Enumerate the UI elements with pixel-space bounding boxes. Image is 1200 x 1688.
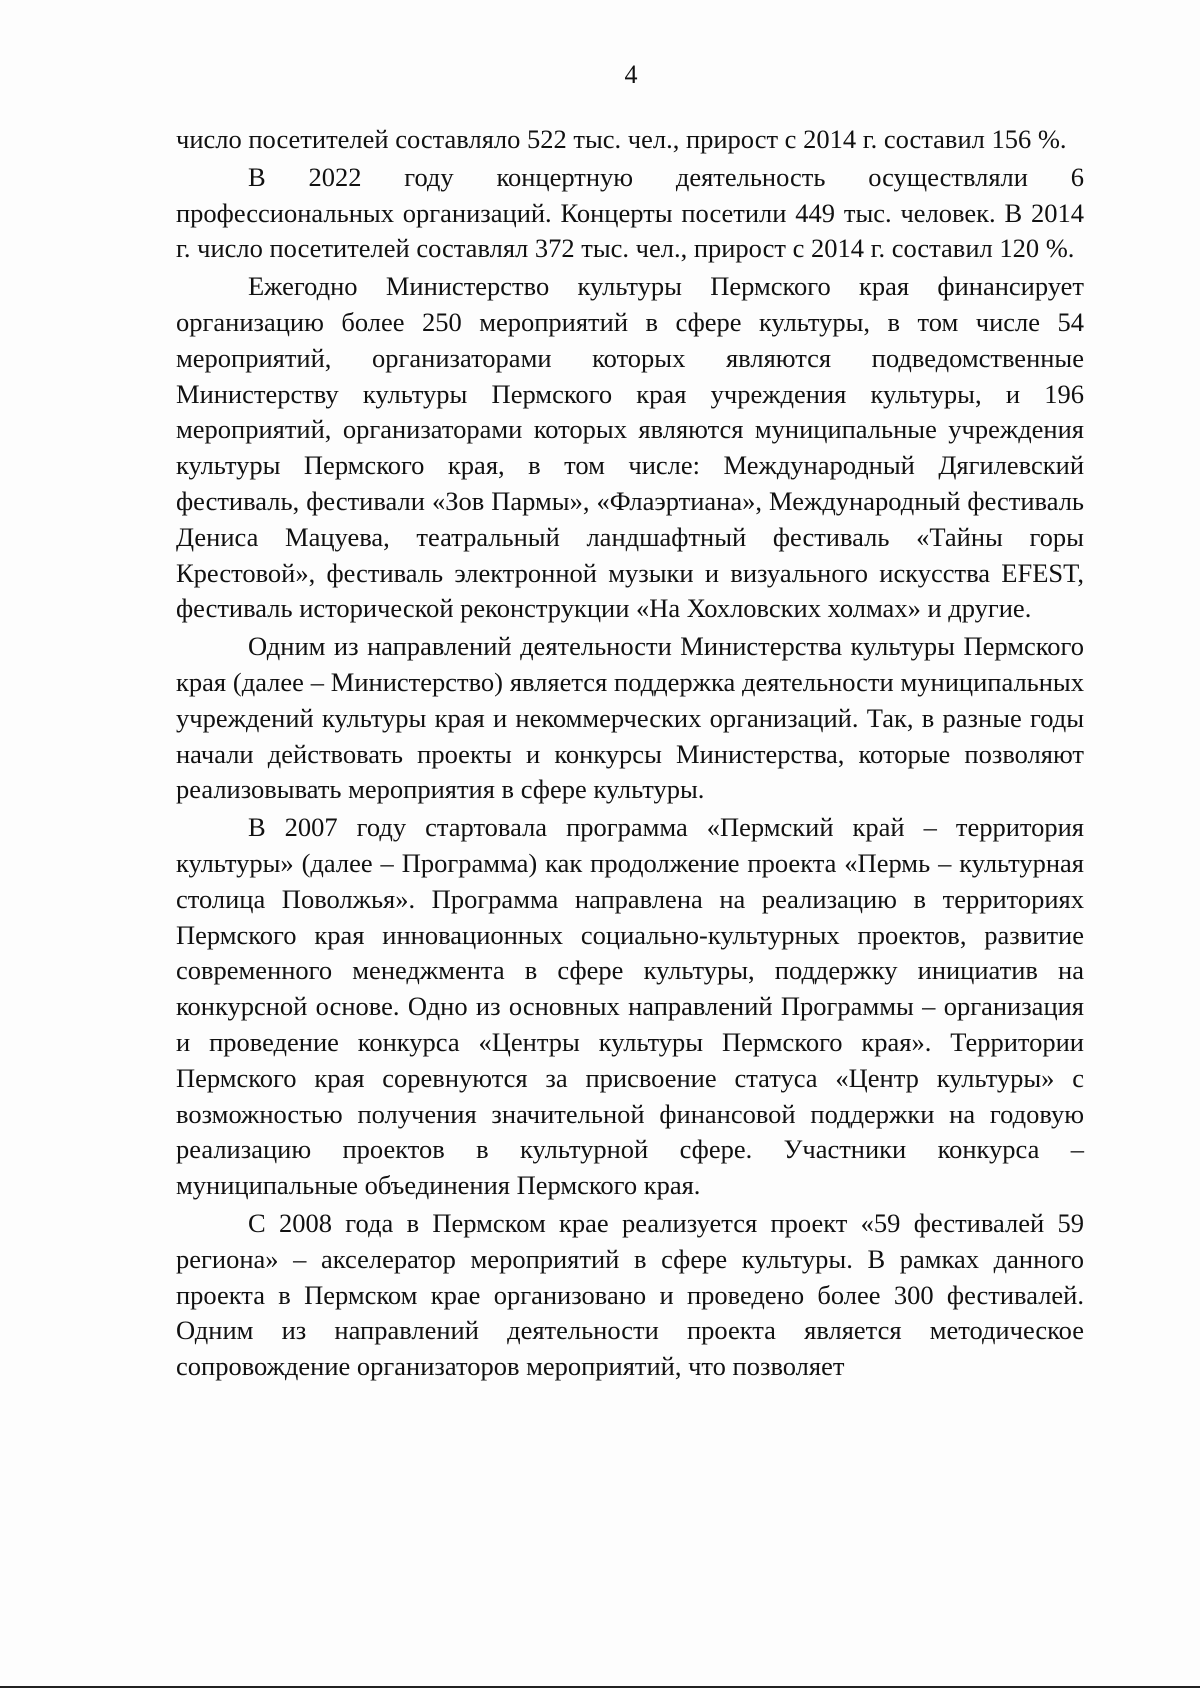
page-number: 4	[624, 60, 638, 89]
paragraph-culture-program: В 2007 году стартовала программа «Пермский край – территория культуры» (далее – Программа) как продолжение проекта «Пермь – культурная столица Поволжья». Программа направлена на реализацию в территориях Пермского края инновационных социально-культурных проектов, развитие современного менеджмента в сфере культуры, поддержку инициатив на конкурсной основе. Одно из основных направлений Программы – организация и проведение конкурса «Центры культуры Пермского края». Территории Пермского края соревнуются за присвоение статуса «Центр культуры» с возможностью получения значительной финансовой поддержки на годовую реализацию проектов в культурной сфере. Участники конкурса – муниципальные объединения Пермского края.	[176, 812, 1084, 1201]
paragraph-concerts: В 2022 году концертную деятельность осуществляли 6 профессиональных организаций. Концерты посетили 449 тыс. человек. В 2014 г. число посетителей составлял 372 тыс. чел., прирост с 2014 г. составил 120 %.	[176, 161, 1084, 264]
paragraph-continuation: число посетителей составляло 522 тыс. чел., прирост с 2014 г. составил 156 %.	[176, 124, 1067, 154]
paragraph-festivals-project: С 2008 года в Пермском крае реализуется проект «59 фестивалей 59 региона» – акселератор мероприятий в сфере культуры. В рамках данного проекта в Пермском крае организовано и проведено более 300 фестивалей. Одним из направлений деятельности проекта является методическое сопровождение организаторов мероприятий, что позволяет	[176, 1207, 1084, 1382]
paragraph-ministry-support: Одним из направлений деятельности Министерства культуры Пермского края (далее – Министерство) является поддержка деятельности муниципальных учреждений культуры края и некоммерческих организаций. Так, в разные годы начали действовать проекты и конкурсы Министерства, которые позволяют реализовывать мероприятия в сфере культуры.	[176, 631, 1084, 805]
paragraph-events-financing: Ежегодно Министерство культуры Пермского края финансирует организацию более 250 мероприятий в сфере культуры, в том числе 54 мероприятий, организаторами которых являются подведомственные Министерству культуры Пермского края учреждения культуры, и 196 мероприятий, организаторами которых являются муниципальные учреждения культуры Пермского края, в том числе: Международный Дягилевский фестиваль, фестивали «Зов Пармы», «Флаэртиана», Международный фестиваль Дениса Мацуева, театральный ландшафтный фестиваль «Тайны горы Крестовой», фестиваль электронной музыки и визуального искусства EFEST, фестиваль исторической реконструкции «На Хохловских холмах» и другие.	[176, 271, 1084, 624]
document-body	[176, 122, 1084, 1385]
